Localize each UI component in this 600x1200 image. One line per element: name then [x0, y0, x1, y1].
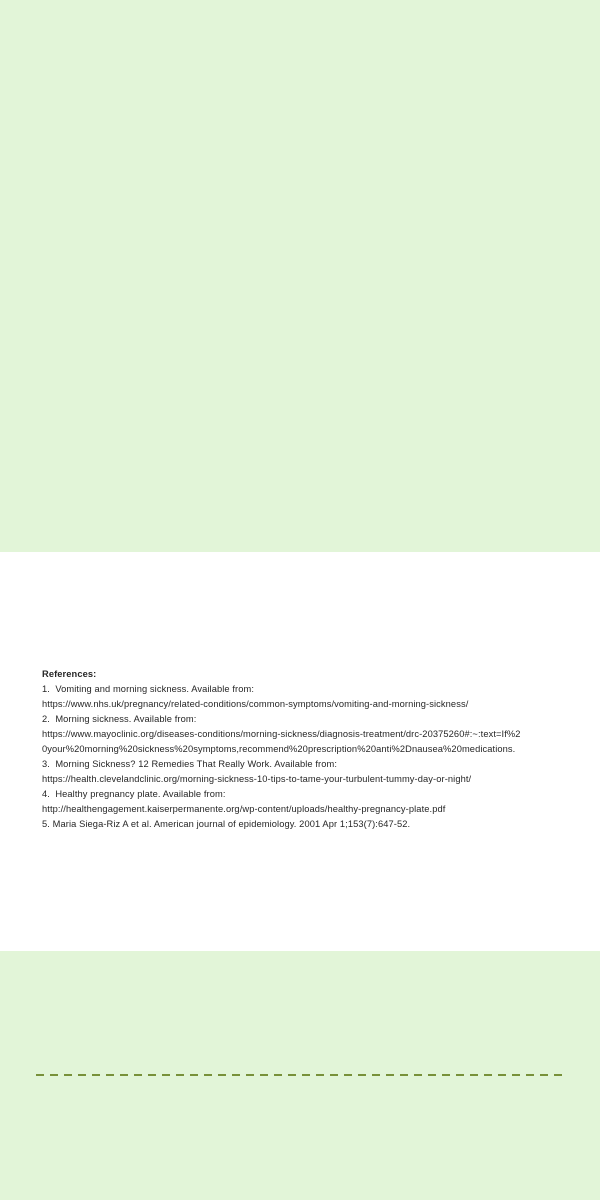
- reference-text-line: 2. Morning sickness. Available from:: [42, 714, 197, 724]
- references-heading: References:: [42, 669, 97, 679]
- reference-url-line[interactable]: http://healthengagement.kaiserpermanente.org/wp-content/uploads/healthy-pregnancy-plate.pdf: [42, 804, 446, 814]
- bottom-green-section: [0, 951, 600, 1200]
- reference-url-line[interactable]: https://www.mayoclinic.org/diseases-conditions/morning-sickness/diagnosis-treatment/drc-20375260#:~:text=If%2: [42, 729, 521, 739]
- reference-text-line: 1. Vomiting and morning sickness. Available from:: [42, 684, 255, 694]
- reference-url-line[interactable]: https://health.clevelandclinic.org/morning-sickness-10-tips-to-tame-your-turbulent-tummy-day-or-night/: [42, 774, 472, 784]
- reference-text-line: 5. Maria Siega-Riz A et al. American journal of epidemiology. 2001 Apr 1;153(7):647-52.: [42, 819, 411, 829]
- reference-url-line[interactable]: https://www.nhs.uk/pregnancy/related-conditions/common-symptoms/vomiting-and-morning-sickness/: [42, 699, 469, 709]
- top-green-section: [0, 0, 600, 552]
- dashed-divider: [36, 1074, 564, 1076]
- reference-text-line: 4. Healthy pregnancy plate. Available from:: [42, 789, 226, 799]
- references-section: [0, 552, 600, 951]
- reference-url-line[interactable]: 0your%20morning%20sickness%20symptoms,recommend%20prescription%20anti%2Dnausea%20medications.: [42, 744, 516, 754]
- reference-text-line: 3. Morning Sickness? 12 Remedies That Really Work. Available from:: [42, 759, 338, 769]
- references-block: [42, 667, 521, 832]
